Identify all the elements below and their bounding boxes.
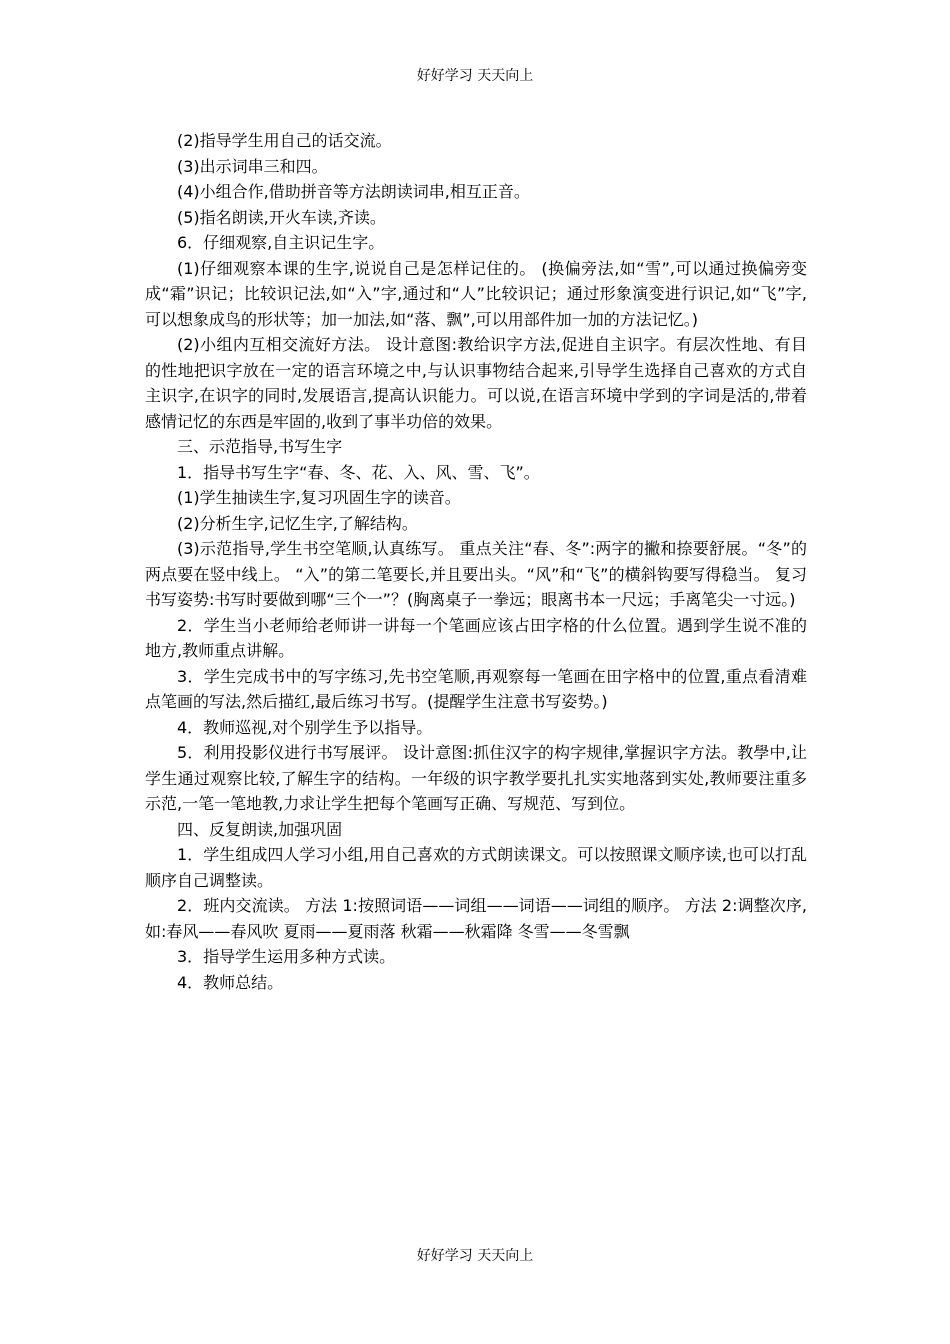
paragraph: 5．利用投影仪进行书写展评。 设计意图:抓住汉字的构字规律,掌握识字方法。教學中,让学生通过观察比较,了解生字的结构。一年级的识字教学要扎扎实实地落到实处,教师要注重多示范,一笔一笔地教,力求让学生把每个笔画写正确、写规范、写到位。 <box>145 743 807 813</box>
document-body <box>145 128 807 995</box>
paragraph: 4．教师总结。 <box>177 972 284 992</box>
paragraph: 1．学生组成四人学习小组,用自己喜欢的方式朗读课文。可以按照课文顺序读,也可以打乱顺序自己调整读。 <box>145 845 807 890</box>
paragraph: (5)指名朗读,开火车读,齐读。 <box>177 207 386 227</box>
paragraph: 6．仔细观察,自主识记生字。 <box>177 233 385 252</box>
paragraph: 3．学生完成书中的写字练习,先书空笔顺,再观察每一笔画在田字格中的位置,重点看清难点笔画的写法,然后描红,最后练习书写。(提醒学生注意书写姿势。) <box>145 666 807 711</box>
paragraph: (2)分析生字,记忆生字,了解结构。 <box>177 513 418 533</box>
paragraph: (1)学生抽读生字,复习巩固生字的读音。 <box>177 488 461 507</box>
paragraph: 2．学生当小老师给老师讲一讲每一个笔画应该占田字格的什么位置。遇到学生说不准的地方,教师重点讲解。 <box>145 615 807 660</box>
section-heading: 四、反复朗读,加强巩固 <box>177 819 343 839</box>
page-footer: 好好学习 天天向上 <box>416 1248 534 1264</box>
paragraph: (1)仔细观察本课的生字,说说自己是怎样记住的。 (换偏旁法,如“雪”,可以通过换偏旁变成“霜”识记；比较识记法,如“入”字,通过和“人”比较识记；通过形象演变进行识记,如“飞”字,可以想象成鸟的形状等；加一加法,如“落、飘”,可以用部件加一加的方法记忆。) <box>145 258 807 329</box>
paragraph: 1．指导书写生字“春、冬、花、入、风、雪、飞”。 <box>177 462 540 482</box>
paragraph: 4．教师巡视,对个别学生予以指导。 <box>177 717 433 737</box>
paragraph: (3)出示词串三和四。 <box>177 156 328 176</box>
paragraph: (4)小组合作,借助拼音等方法朗读词串,相互正音。 <box>177 182 530 201</box>
page-header: 好好学习 天天向上 <box>416 68 534 84</box>
section-heading: 三、示范指导,书写生字 <box>177 437 343 456</box>
paragraph: (2)指导学生用自己的话交流。 <box>177 131 392 150</box>
paragraph: (2)小组内互相交流好方法。 设计意图:教给识字方法,促进自主识字。有层次性地、有目的性地把识字放在一定的语言环境之中,与认识事物结合起来,引导学生选择自己喜欢的方式自主识字,在识字的同时,发展语言,提高认识能力。可以说,在语言环境中学到的字词是活的,带着感情记忆的东西是牢固的,收到了事半功倍的效果。 <box>145 335 807 431</box>
paragraph: 3．指导学生运用多种方式读。 <box>177 947 396 966</box>
paragraph: (3)示范指导,学生书空笔顺,认真练写。 重点关注“春、冬”:两字的撇和捺要舒展。“冬”的两点要在竖中线上。 “入”的第二笔要长,并且要出头。“风”和“飞”的横斜钩要写得稳当。 复习书写姿势:书写时要做到哪“三个一”？(胸离桌子一拳远；眼离书本一尺远；手离笔尖一寸远。) <box>145 539 807 609</box>
paragraph: 2．班内交流读。 方法 1:按照词语——词组——词语——词组的顺序。 方法 2:调整次序,如:春风——春风吹 夏雨——夏雨落 秋霜——秋霜降 冬雪——冬雪飘 <box>145 896 807 941</box>
